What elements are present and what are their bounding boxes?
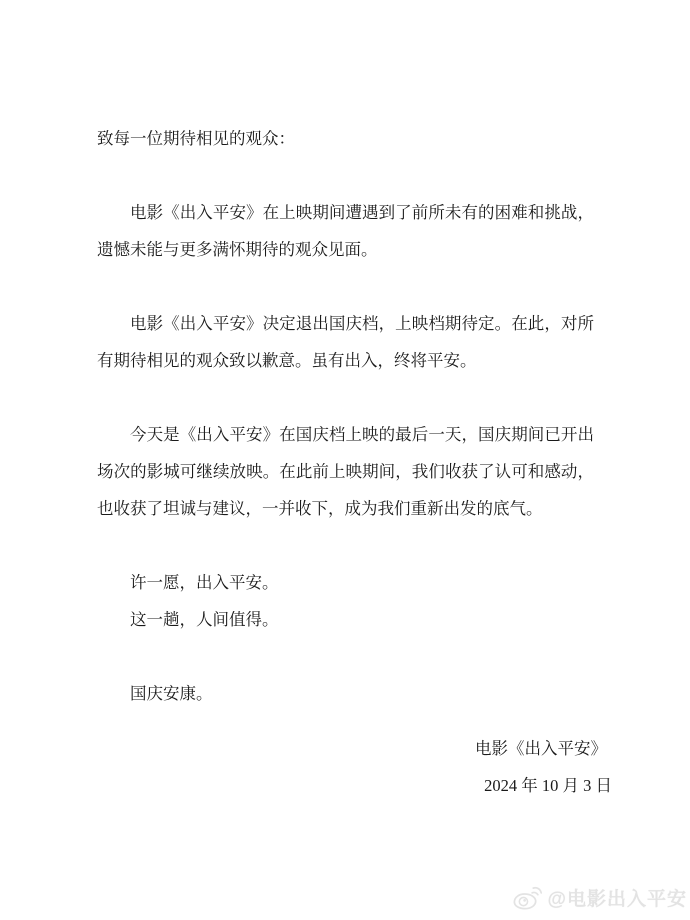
paragraph-3-line-1: 今天是《出入平安》在国庆档上映的最后一天，国庆期间已开出 <box>130 425 594 444</box>
paragraph-1-line-2: 遗憾未能与更多满怀期待的观众见面。 <box>97 240 378 259</box>
wish-line-1: 许一愿，出入平安。 <box>130 573 279 592</box>
letter-body <box>97 120 612 804</box>
paragraph-3-line-2: 场次的影城可继续放映。在此前上映期间，我们收获了认可和感动， <box>97 462 594 481</box>
paragraph-1-line-1: 电影《出入平安》在上映期间遭遇到了前所未有的困难和挑战， <box>130 203 594 222</box>
signature-name: 电影《出入平安》 <box>475 739 607 758</box>
paragraph-2-line-2: 有期待相见的观众致以歉意。虽有出入，终将平安。 <box>97 351 477 370</box>
signature-date: 2024 年 10 月 3 日 <box>484 776 612 795</box>
watermark <box>512 884 687 911</box>
paragraph-1 <box>97 194 594 268</box>
paragraph-2 <box>97 305 594 379</box>
paragraph-3-line-3: 也收获了坦诚与建议，一并收下，成为我们重新出发的底气。 <box>97 499 543 518</box>
closing-greeting: 国庆安康。 <box>130 684 213 703</box>
weibo-icon <box>512 885 542 911</box>
signature-block <box>97 730 612 804</box>
wishes-block <box>97 564 594 638</box>
wish-line-2: 这一趟，人间值得。 <box>130 610 279 629</box>
paragraph-2-line-1: 电影《出入平安》决定退出国庆档，上映档期待定。在此，对所 <box>130 314 594 333</box>
watermark-text: @电影出入平安 <box>547 889 687 910</box>
paragraph-3 <box>97 416 594 527</box>
salutation: 致每一位期待相见的观众： <box>97 129 295 148</box>
